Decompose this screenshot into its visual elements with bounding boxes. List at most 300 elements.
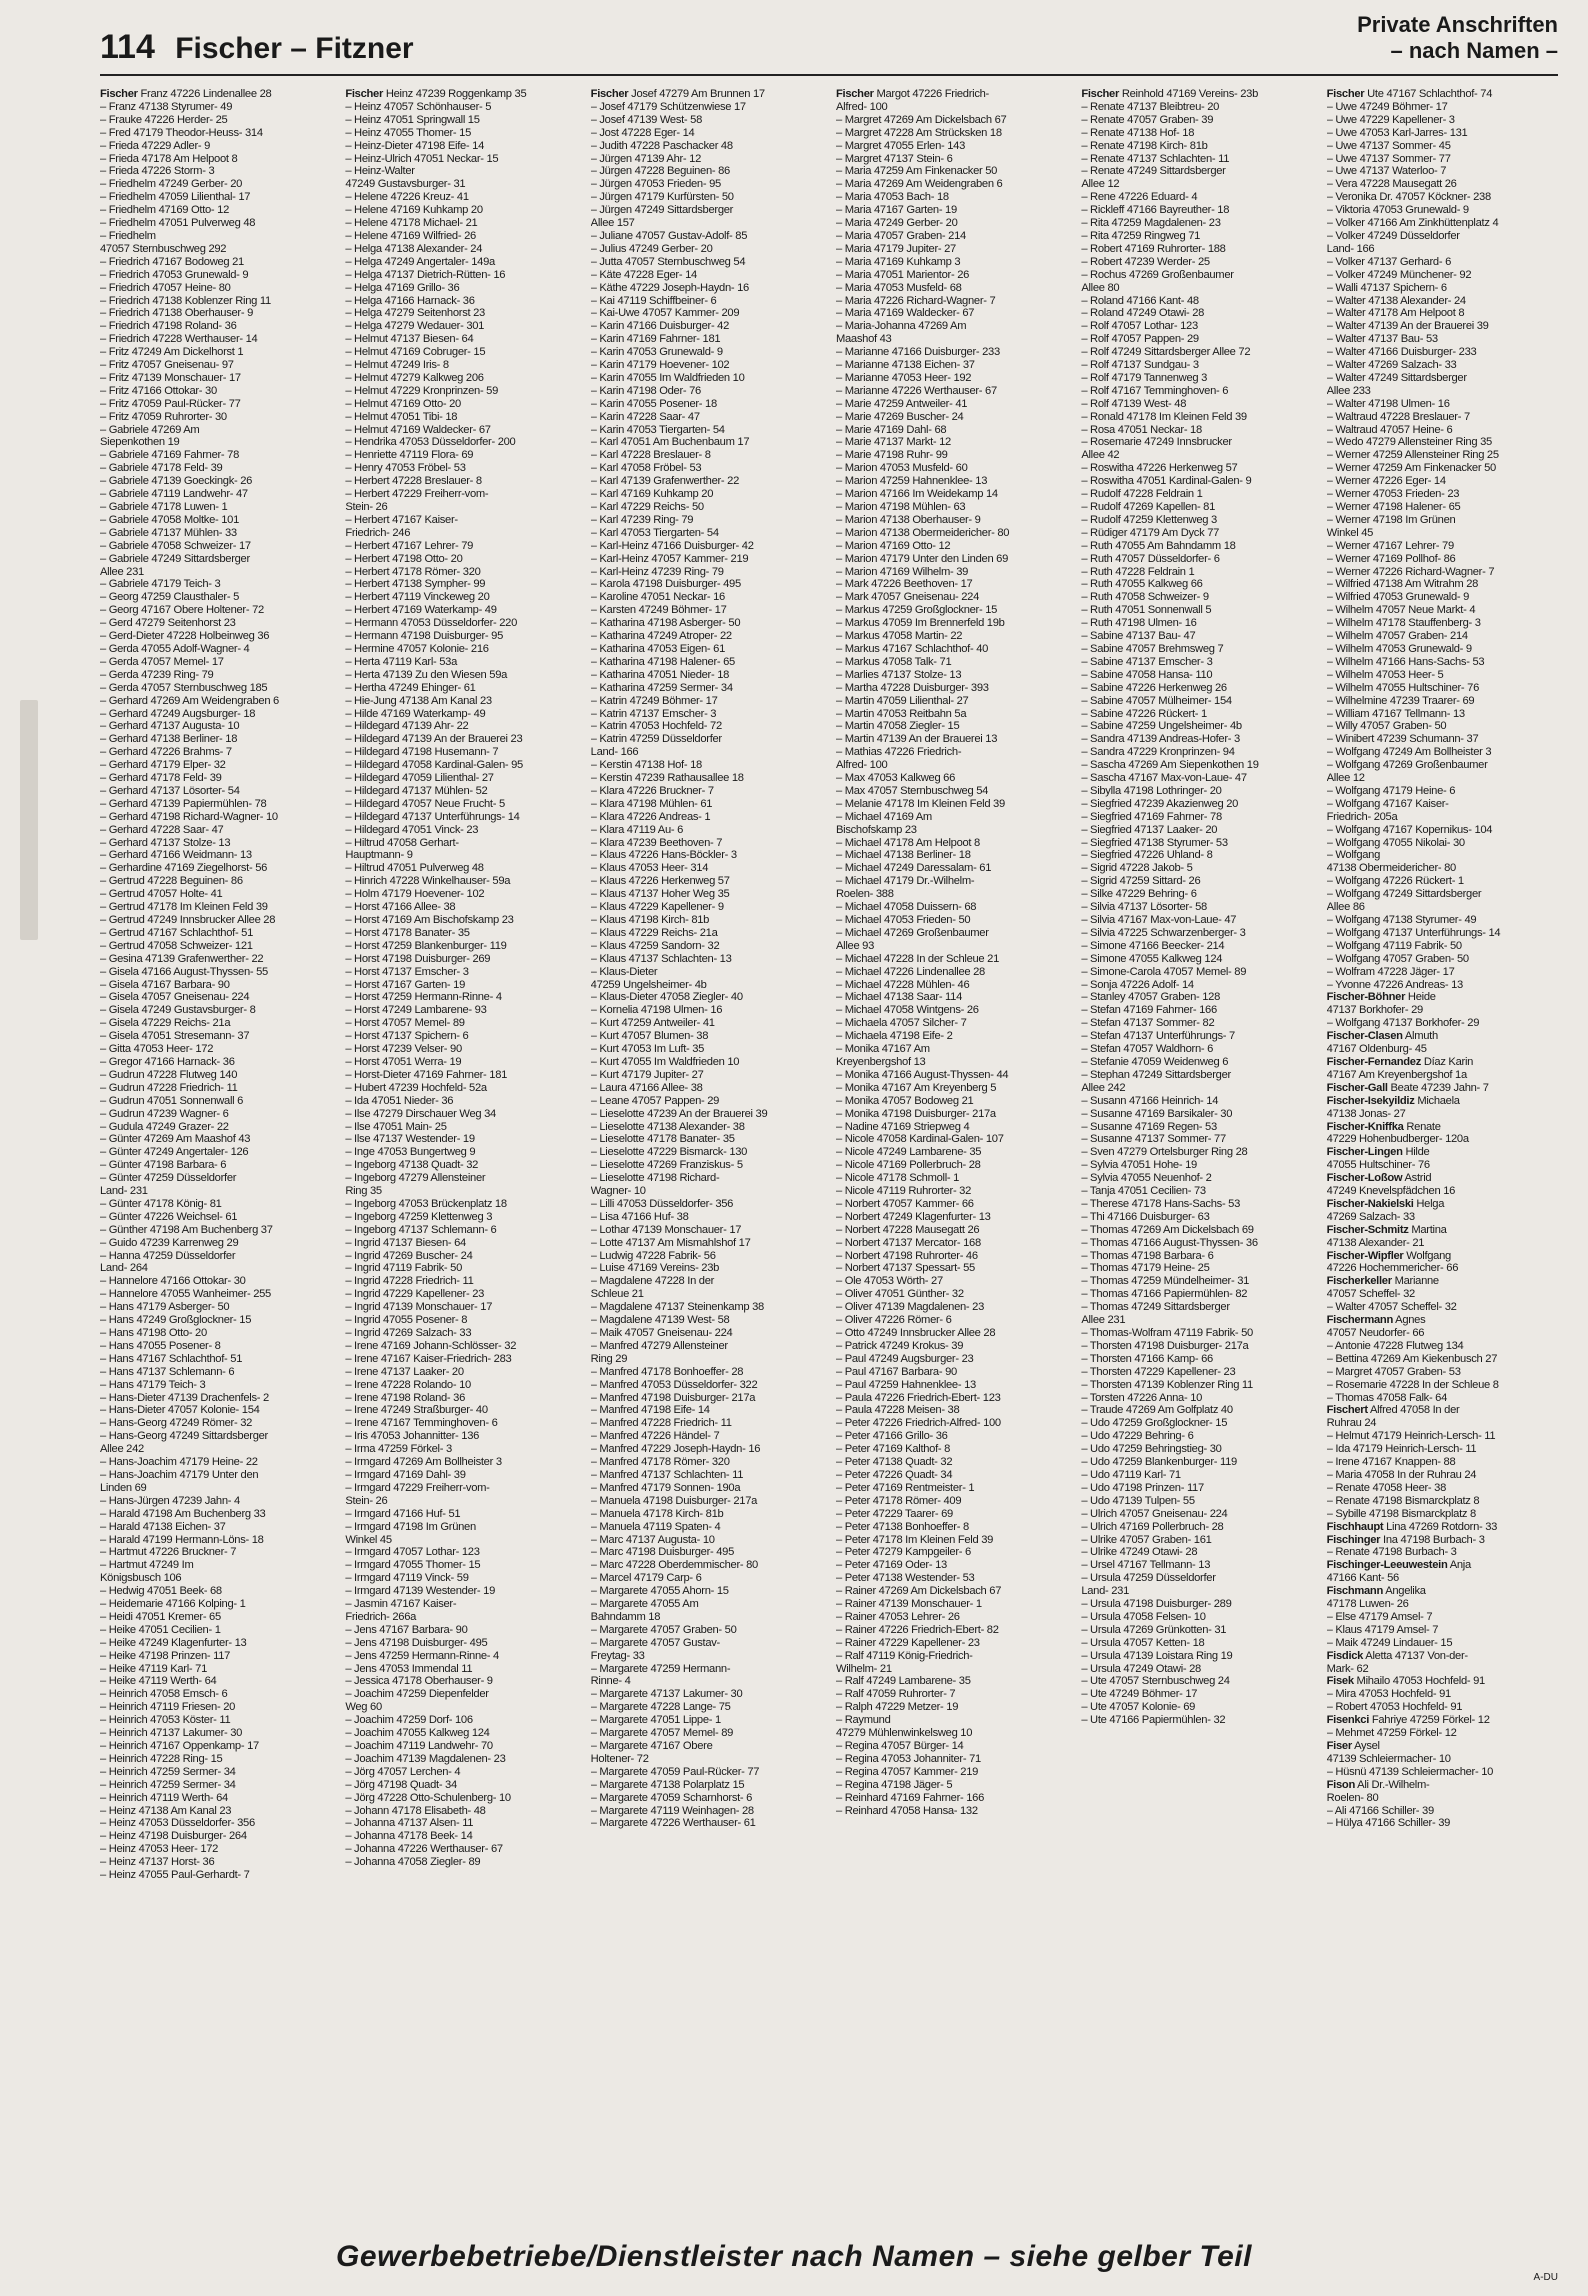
directory-entry: – Werner 47259 Allensteiner Ring 25 [1326, 449, 1499, 462]
directory-entry: – Rolf 47139 West- 48 [1081, 397, 1187, 410]
directory-entry: – Thorsten 47229 Kapellener- 23 [1081, 1365, 1236, 1378]
directory-entry: – Martin 47139 An der Brauerei 13 [835, 733, 998, 746]
directory-entry: – Heinz 47053 Düsseldorfer- 356 [100, 1817, 255, 1830]
directory-entry: – Gudrun 47051 Sonnenwall 6 [100, 1094, 244, 1107]
directory-entry: – Oliver 47051 Günther- 32 [835, 1288, 964, 1301]
directory-entry: – Silvia 47137 Lösorter- 58 [1081, 901, 1207, 914]
directory-entry: – Heinz-Dieter 47198 Eife- 14 [345, 139, 485, 152]
directory-entry: Fischer-Nakielski Helga [1326, 1197, 1445, 1210]
directory-entry: – Wolfgang 47137 Unterführungs- 14 [1326, 926, 1501, 939]
directory-entry: 47057 Sternbuschweg 292 [100, 242, 227, 255]
directory-entry: – Katharina 47198 Halener- 65 [590, 655, 735, 668]
directory-entry: Ring 35 [345, 1185, 382, 1198]
directory-entry: Fischermann Agnes [1326, 1314, 1426, 1327]
directory-entry: – Heike 47198 Prinzen- 117 [100, 1649, 231, 1662]
directory-entry: – Helga 47166 Harnack- 36 [345, 294, 475, 307]
directory-entry: – Margarete 47051 Lippe- 1 [590, 1714, 721, 1727]
directory-entry: – Wolfgang 47138 Styrumer- 49 [1326, 914, 1477, 926]
directory-entry: Ruhrau 24 [1326, 1417, 1377, 1430]
directory-entry: – Peter 47178 Im Kleinen Feld 39 [835, 1533, 994, 1546]
directory-entry: – Rainer 47139 Monschauer- 1 [835, 1598, 982, 1611]
directory-entry: – Frauke 47226 Herder- 25 [100, 113, 228, 126]
directory-entry: – Gerhardine 47169 Ziegelhorst- 56 [100, 862, 268, 875]
directory-entry: – Friedrich 47167 Bodoweg 21 [100, 255, 244, 268]
directory-entry: – Ursula 47269 Grünkotten- 31 [1081, 1623, 1227, 1636]
directory-entry: – Gerda 47057 Sternbuschweg 185 [100, 681, 268, 694]
directory-entry: 47137 Borkhofer- 29 [1326, 1004, 1423, 1017]
directory-entry: – Manfred 47279 Allensteiner [590, 1339, 728, 1352]
directory-entry: – Uwe 47229 Kapellener- 3 [1326, 113, 1455, 126]
directory-entry: – Horst 47167 Garten- 19 [345, 978, 465, 991]
directory-entry: – Michael 47249 Daressalam- 61 [835, 862, 992, 875]
directory-entry: – Gesina 47139 Grafenwerther- 22 [100, 952, 264, 965]
directory-entry: Fischer-Loßow Astrid [1326, 1172, 1432, 1185]
directory-entry: – Klaus 47229 Kapellener- 9 [590, 901, 724, 914]
directory-entry: – Gertrud 47178 Im Kleinen Feld 39 [100, 901, 268, 914]
directory-entry: – Herbert 47138 Sympher- 99 [345, 578, 486, 591]
directory-entry: – Waltraud 47057 Heine- 6 [1326, 423, 1453, 436]
directory-entry: – Friedhelm 47249 Gerber- 20 [100, 178, 243, 191]
directory-entry: – Margarete 47055 Am [590, 1598, 699, 1611]
directory-entry: – Reinhard 47169 Fahrner- 166 [835, 1791, 985, 1804]
directory-entry: – Marion 47198 Mühlen- 63 [835, 501, 966, 513]
directory-entry: – Irene 47198 Roland- 36 [345, 1391, 466, 1404]
directory-entry: – Renate 47137 Bleibtreu- 20 [1081, 100, 1220, 113]
directory-entry: – Ursula 47058 Felsen- 10 [1081, 1610, 1206, 1623]
directory-entry: – Jürgen 47179 Kurfürsten- 50 [590, 191, 734, 204]
directory-entry: – Maria 47169 Waldecker- 67 [835, 307, 975, 320]
directory-entry: – Nicole 47058 Kardinal-Galen- 107 [835, 1133, 1004, 1146]
directory-entry: – Fred 47179 Theodor-Heuss- 314 [100, 126, 263, 139]
directory-entry: – Käthe 47229 Joseph-Haydn- 16 [590, 281, 749, 294]
directory-entry: Mark- 62 [1326, 1662, 1369, 1675]
directory-entry: 47055 Hultschiner- 76 [1326, 1159, 1430, 1172]
directory-entry: – Volker 47249 Münchener- 92 [1326, 268, 1472, 281]
directory-entry: – Herbert 47167 Lehrer- 79 [345, 539, 474, 552]
directory-entry: – Günther 47198 Am Buchenberg 37 [100, 1223, 273, 1236]
directory-entry: Land- 264 [100, 1262, 148, 1275]
directory-entry: – Wolfgang [1326, 849, 1381, 862]
directory-entry: – Werner 47198 Im Grünen [1326, 513, 1456, 526]
directory-entry: – Marion 47053 Musfeld- 60 [835, 462, 968, 475]
directory-entry: – Manfred 47226 Händel- 7 [590, 1430, 720, 1443]
directory-entry: – Thomas 47166 Papiermühlen- 82 [1081, 1288, 1248, 1301]
directory-entry: – Lilli 47053 Düsseldorfer- 356 [590, 1197, 734, 1210]
directory-entry: – Jürgen 47228 Beguinen- 86 [590, 165, 730, 178]
directory-entry: – Hildegard 47139 Ahr- 22 [345, 720, 469, 733]
directory-entry: – Regina 47057 Bürger- 14 [835, 1740, 964, 1752]
directory-entry: – Franz 47138 Styrumer- 49 [100, 100, 233, 113]
directory-entry: – Gregor 47166 Harnack- 36 [100, 1055, 235, 1068]
directory-entry: – Marie 47137 Markt- 12 [835, 436, 951, 449]
directory-entry: – Karoline 47051 Neckar- 16 [590, 591, 725, 604]
directory-entry: – Gerd 47279 Seitenhorst 23 [100, 617, 236, 630]
directory-entry: – Heinrich 47053 Köster- 11 [100, 1714, 231, 1727]
directory-entry: – Susanne 47169 Barsikaler- 30 [1081, 1107, 1233, 1120]
directory-entry: 47057 Neudorfer- 66 [1326, 1327, 1425, 1339]
directory-entry: – Katharina 47249 Atroper- 22 [590, 630, 732, 643]
directory-entry: – Horst 47178 Banater- 35 [345, 926, 470, 939]
directory-entry: – Katharina 47051 Nieder- 18 [590, 668, 730, 681]
directory-entry: – Peter 47169 Kalthof- 8 [835, 1443, 951, 1456]
directory-entry: – Gerhard 47269 Am Weidengraben 6 [100, 694, 279, 707]
directory-entry: – Hildegard 47137 Unterführungs- 14 [345, 810, 520, 823]
directory-entry: – Thomas 47269 Am Dickelsbach 69 [1081, 1223, 1254, 1236]
directory-entry: – Günter 47226 Weichsel- 61 [100, 1210, 238, 1223]
directory-entry: Fischer Margot 47226 Friedrich- [835, 88, 989, 100]
directory-entry: 47279 Mühlenwinkelsweg 10 [835, 1727, 973, 1740]
directory-entry: – Kurt 47259 Antweiler- 41 [590, 1017, 715, 1030]
directory-entry: – Gerhard 47137 Augusta- 10 [100, 720, 240, 733]
directory-entry: – Uwe 47137 Waterloo- 7 [1326, 165, 1447, 178]
directory-entry: Kreyenbergshof 13 [835, 1055, 926, 1068]
directory-entry: – Johanna 47137 Alsen- 11 [345, 1817, 474, 1830]
directory-entry: – Thorsten 47198 Duisburger- 217a [1081, 1339, 1249, 1352]
directory-entry: – Maria 47058 In der Ruhrau 24 [1326, 1468, 1477, 1481]
directory-entry: – Kurt 47179 Jupiter- 27 [590, 1068, 704, 1081]
directory-entry: – Jürgen 47249 Sittardsberger [590, 204, 734, 217]
directory-entry: – Jürgen 47053 Frieden- 95 [590, 178, 721, 191]
directory-entry: – Ingrid 47119 Fabrik- 50 [345, 1262, 462, 1275]
directory-entry: – Friedrich 47138 Koblenzer Ring 11 [100, 294, 271, 307]
directory-entry: – Thorsten 47139 Koblenzer Ring 11 [1081, 1378, 1253, 1391]
directory-entry: – Josef 47139 West- 58 [590, 113, 703, 126]
directory-entry: – Thomas 47166 August-Thyssen- 36 [1081, 1236, 1258, 1249]
directory-entry: – Günter 47178 König- 81 [100, 1197, 222, 1210]
directory-entry: – Klaus 47198 Kirch- 81b [590, 914, 710, 926]
directory-entry: – Günter 47249 Angertaler- 126 [100, 1146, 249, 1159]
directory-entry: – Norbert 47228 Mausegatt 26 [835, 1223, 980, 1236]
directory-columns [100, 88, 1564, 2228]
directory-entry: – Marlies 47137 Stolze- 13 [835, 668, 962, 681]
directory-entry: – Harald 47199 Hermann-Löns- 18 [100, 1533, 264, 1546]
directory-entry: – Mathias 47226 Friedrich- [835, 746, 962, 759]
directory-entry: – Ralf 47249 Lambarene- 35 [835, 1675, 971, 1688]
directory-entry: – Stephan 47249 Sittardsberger [1081, 1068, 1231, 1081]
directory-entry: – Gerd-Dieter 47228 Holbeinweg 36 [100, 630, 270, 643]
directory-entry: Fisdick Aletta 47137 Von-der- [1326, 1649, 1468, 1662]
directory-entry: – Thorsten 47166 Kamp- 66 [1081, 1352, 1213, 1365]
directory-entry: – Ute 47166 Papiermühlen- 32 [1081, 1714, 1226, 1727]
directory-entry: – Rainer 47229 Kapellener- 23 [835, 1636, 980, 1649]
directory-entry: – Michael 47178 Am Helpoot 8 [835, 836, 980, 849]
directory-entry: – Peter 47138 Westender- 53 [835, 1572, 975, 1585]
directory-entry: – Manuela 47198 Duisburger- 217a [590, 1494, 758, 1507]
directory-entry: – Ingrid 47139 Monschauer- 17 [345, 1301, 493, 1314]
directory-entry: – Wilhelm 47057 Neue Markt- 4 [1326, 604, 1476, 617]
directory-entry: – Markus 47058 Talk- 71 [835, 655, 952, 668]
directory-entry: – Maria 47179 Jupiter- 27 [835, 242, 956, 255]
directory-entry: – Helmut 47179 Heinrich-Lersch- 11 [1326, 1430, 1496, 1443]
directory-entry: – Rolf 47057 Pappen- 29 [1081, 333, 1199, 346]
directory-entry: – Heinz-Walter [345, 165, 415, 178]
directory-entry: – Torsten 47226 Anna- 10 [1081, 1391, 1203, 1404]
directory-entry: – Ida 47179 Heinrich-Lersch- 11 [1326, 1443, 1477, 1456]
directory-entry: – Peter 47226 Quadt- 34 [835, 1468, 953, 1481]
directory-entry: Roelen- 80 [1326, 1791, 1379, 1804]
directory-entry: – Friedrich 47053 Grunewald- 9 [100, 268, 249, 281]
directory-entry: – Ingeborg 47138 Quadt- 32 [345, 1159, 479, 1172]
directory-entry: – Maria 47053 Musfeld- 68 [835, 281, 962, 294]
directory-entry: – Joachim 47259 Diepenfelder [345, 1688, 489, 1701]
directory-entry: – Heidemarie 47166 Kolping- 1 [100, 1598, 246, 1611]
directory-entry: Stein- 26 [345, 1494, 388, 1507]
directory-entry: – Paula 47226 Friedrich-Ebert- 123 [835, 1391, 1001, 1404]
directory-entry: – Klaus-Dieter [590, 965, 658, 978]
directory-entry: – Heinz 47198 Duisburger- 264 [100, 1830, 247, 1843]
directory-entry: – Helga 47138 Alexander- 24 [345, 242, 483, 255]
directory-entry: – Jens 47167 Barbara- 90 [345, 1623, 468, 1636]
directory-entry: – Irene 47167 Knappen- 88 [1326, 1456, 1456, 1469]
directory-entry: – Nicole 47119 Ruhrorter- 32 [835, 1185, 972, 1198]
directory-entry: – Magdalene 47139 West- 58 [590, 1314, 730, 1327]
directory-entry: – Heinrich 47259 Sermer- 34 [100, 1765, 236, 1778]
directory-entry: – Gisela 47229 Reichs- 21a [100, 1017, 231, 1030]
directory-entry: – Rita 47259 Magdalenen- 23 [1081, 217, 1221, 230]
directory-entry: – Heinz 47138 Am Kanal 23 [100, 1804, 232, 1817]
directory-entry: – Gitta 47053 Heer- 172 [100, 1043, 214, 1056]
directory-entry: – Helga 47249 Angertaler- 149a [345, 255, 495, 268]
directory-entry: – Karin 47166 Duisburger- 42 [590, 320, 730, 333]
directory-entry: – Lieselotte 47239 An der Brauerei 39 [590, 1107, 768, 1120]
directory-entry: – Herbert 47167 Kaiser- [345, 513, 458, 526]
directory-entry: – Hartmut 47249 Im [100, 1559, 194, 1572]
directory-entry: – Norbert 47137 Spessart- 55 [835, 1262, 975, 1275]
directory-entry: – Gertrud 47057 Holte- 41 [100, 888, 223, 901]
directory-entry: – Udo 47119 Karl- 71 [1081, 1468, 1181, 1481]
directory-entry: – Margret 47137 Stein- 6 [835, 152, 953, 165]
directory-entry: – Udo 47139 Tulpen- 55 [1081, 1494, 1195, 1507]
directory-entry: Fischmann Angelika [1326, 1585, 1426, 1598]
directory-entry: – Maria 47051 Marientor- 26 [835, 268, 970, 281]
directory-entry: – Karin 47055 Im Waldfrieden 10 [590, 371, 745, 384]
directory-entry: – Ursula 47057 Ketten- 18 [1081, 1636, 1205, 1649]
directory-entry: – Heinrich 47137 Lakumer- 30 [100, 1727, 243, 1740]
directory-entry: – Ingeborg 47259 Klettenweg 3 [345, 1210, 493, 1223]
directory-entry: – Manfred 47229 Joseph-Haydn- 16 [590, 1443, 761, 1456]
directory-entry: – Harald 47138 Eichen- 37 [100, 1520, 226, 1533]
directory-entry: – Viktoria 47053 Grunewald- 9 [1326, 204, 1469, 217]
directory-entry: – Rochus 47269 Großenbaumer [1081, 268, 1234, 281]
directory-entry: – Helga 47137 Dietrich-Rütten- 16 [345, 268, 506, 281]
directory-entry: – Gabriele 47137 Mühlen- 33 [100, 526, 237, 539]
directory-entry: – Gerhard 47198 Richard-Wagner- 10 [100, 810, 278, 823]
directory-entry: Fischer Josef 47279 Am Brunnen 17 [590, 88, 765, 100]
directory-entry: – Silvia 47225 Schwarzenberger- 3 [1081, 926, 1246, 939]
directory-entry: – Robert 47169 Ruhrorter- 188 [1081, 242, 1226, 255]
directory-entry: – Klara 47226 Andreas- 1 [590, 810, 711, 823]
directory-entry: Allee 233 [1326, 384, 1371, 397]
directory-entry: – Wedo 47279 Allensteiner Ring 35 [1326, 436, 1492, 449]
directory-entry: – Marion 47138 Obermeidericher- 80 [835, 526, 1010, 539]
directory-entry: – Heidi 47051 Kremer- 65 [100, 1610, 221, 1623]
directory-entry: – Simone 47166 Beecker- 214 [1081, 939, 1225, 952]
directory-entry: – Regina 47057 Kammer- 219 [835, 1765, 979, 1778]
directory-entry: Ring 29 [590, 1352, 628, 1365]
directory-entry: – Gabriele 47169 Fahrner- 78 [100, 449, 239, 462]
directory-entry: – Thomas 47198 Barbara- 6 [1081, 1249, 1214, 1262]
directory-entry: – Karin 47053 Tiergarten- 54 [590, 423, 725, 436]
directory-entry: – Stefan 47057 Waldhorn- 6 [1081, 1043, 1214, 1056]
page-header [100, 28, 414, 67]
directory-entry: – Joachim 47119 Landwehr- 70 [345, 1740, 493, 1752]
directory-entry: – Johanna 47226 Werthauser- 67 [345, 1843, 503, 1856]
directory-entry: – Werner 47259 Am Finkenacker 50 [1326, 462, 1496, 475]
directory-entry: – Wolfgang 47249 Sittardsberger [1326, 888, 1482, 901]
directory-entry: – Gerhard 47179 Elper- 32 [100, 759, 226, 772]
directory-entry: Fischer-Clasen Almuth [1326, 1030, 1438, 1043]
directory-entry: Allee 93 [835, 939, 875, 952]
directory-entry: – Margarete 47057 Gustav- [590, 1636, 720, 1649]
directory-entry: – Klaus-Dieter 47058 Ziegler- 40 [590, 991, 743, 1004]
directory-entry: – Volker 47137 Gerhard- 6 [1326, 255, 1451, 268]
directory-entry: – Heinz 47057 Schönhauser- 5 [345, 100, 492, 113]
directory-entry: – Gudrun 47239 Wagner- 6 [100, 1107, 229, 1120]
directory-entry: – Horst 47137 Emscher- 3 [345, 965, 469, 978]
directory-entry: – Margarete 47057 Memel- 89 [590, 1727, 734, 1740]
directory-entry: – Melanie 47178 Im Kleinen Feld 39 [835, 797, 1005, 810]
directory-entry: – Wolfgang 47269 Großenbaumer [1326, 759, 1488, 772]
directory-entry: – Helga 47169 Grillo- 36 [345, 281, 460, 294]
directory-entry: – Wolfgang 47226 Rückert- 1 [1326, 875, 1464, 888]
directory-entry: – Hildegard 47137 Mühlen- 52 [345, 784, 488, 797]
directory-entry: – Wilhelm 47057 Graben- 214 [1326, 630, 1468, 643]
directory-entry: – Manfred 47053 Düsseldorfer- 322 [590, 1378, 758, 1391]
directory-entry: – Rene 47226 Eduard- 4 [1081, 191, 1198, 204]
directory-entry: – Klaus 47229 Reichs- 21a [590, 926, 718, 939]
directory-entry: – Norbert 47249 Klagenfurter- 13 [835, 1210, 991, 1223]
column-5 [1081, 88, 1318, 2228]
directory-entry: – Wolfgang 47249 Am Bollheister 3 [1326, 746, 1492, 759]
directory-entry: – Nicole 47169 Pollerbruch- 28 [835, 1159, 981, 1172]
directory-entry: Land- 231 [1081, 1585, 1130, 1598]
directory-entry: – Margarete 47137 Lakumer- 30 [590, 1688, 743, 1701]
directory-entry: – Horst 47198 Duisburger- 269 [345, 952, 491, 965]
directory-entry: – Hans 47167 Schlachthof- 51 [100, 1352, 243, 1365]
directory-entry: – Thomas 47249 Sittardsberger [1081, 1301, 1230, 1314]
directory-entry: – Maria 47249 Gerber- 20 [835, 217, 958, 230]
directory-entry: – Stanley 47057 Graben- 128 [1081, 991, 1220, 1004]
directory-entry: – Rolf 47057 Lothar- 123 [1081, 320, 1198, 333]
directory-entry: – Friedrich 47138 Oberhauser- 9 [100, 307, 254, 320]
directory-entry: – Gudrun 47228 Flutweg 140 [100, 1068, 238, 1081]
directory-entry: – Maria 47167 Garten- 19 [835, 204, 957, 217]
directory-entry: – Ute 47057 Sternbuschweg 24 [1081, 1675, 1230, 1688]
directory-entry: – Magdalene 47228 In der [590, 1275, 715, 1288]
directory-entry: – Günter 47259 Düsseldorfer [100, 1172, 237, 1185]
directory-entry: – Helmut 47229 Kronprinzen- 59 [345, 384, 499, 397]
directory-entry: – Kurt 47053 Im Luft- 35 [590, 1043, 705, 1056]
directory-entry: – Herta 47139 Zu den Wiesen 59a [345, 668, 508, 681]
directory-entry: – Helga 47279 Wedauer- 301 [345, 320, 485, 333]
directory-entry: – Margarete 47057 Graben- 50 [590, 1623, 737, 1636]
directory-entry: – Horst 47249 Lambarene- 93 [345, 1004, 487, 1017]
directory-entry: Fisenkci Fahriye 47259 Förkel- 12 [1326, 1714, 1490, 1727]
directory-entry: Fischer-Schmitz Martina [1326, 1223, 1447, 1236]
directory-entry: – Therese 47178 Hans-Sachs- 53 [1081, 1197, 1241, 1210]
directory-entry: – Maik 47057 Gneisenau- 224 [590, 1327, 733, 1339]
section-title-line2: – nach Namen – [1390, 38, 1558, 63]
directory-entry: – Ralph 47229 Metzer- 19 [835, 1701, 959, 1714]
directory-entry: – Friedhelm 47169 Otto- 12 [100, 204, 230, 217]
directory-entry: – Irene 47249 Straßburger- 40 [345, 1404, 488, 1417]
directory-entry: – Irmgard 47139 Westender- 19 [345, 1585, 496, 1598]
directory-entry: – Hermann 47198 Duisburger- 95 [345, 630, 503, 643]
directory-entry: – Wilhelm 47055 Hultschiner- 76 [1326, 681, 1480, 694]
directory-entry: – Gabriele 47179 Teich- 3 [100, 578, 221, 591]
directory-entry: – Friedrich 47228 Werthauser- 14 [100, 333, 258, 346]
directory-entry: – Maik 47249 Lindauer- 15 [1326, 1636, 1453, 1649]
directory-entry: – Fritz 47249 Am Dickelhorst 1 [100, 346, 244, 359]
directory-entry: – Sascha 47269 Am Siepenkothen 19 [1081, 759, 1259, 772]
directory-entry: – Hie-Jung 47138 Am Kanal 23 [345, 694, 492, 707]
directory-entry: – Stefan 47169 Fahrner- 166 [1081, 1004, 1217, 1017]
directory-entry: – Willy 47057 Graben- 50 [1326, 720, 1447, 733]
directory-entry: – Ilse 47051 Main- 25 [345, 1120, 447, 1133]
directory-entry: – Manuela 47178 Kirch- 81b [590, 1507, 724, 1520]
directory-entry: – Horst 47259 Hermann-Rinne- 4 [345, 991, 502, 1004]
directory-entry: – Vera 47228 Mausegatt 26 [1326, 178, 1457, 191]
directory-entry: – Gudrun 47228 Friedrich- 11 [100, 1081, 238, 1094]
directory-entry: – Walter 47057 Scheffel- 32 [1326, 1301, 1457, 1314]
directory-entry: – Reinhard 47058 Hansa- 132 [835, 1804, 978, 1817]
directory-entry: Allee 42 [1081, 449, 1120, 462]
directory-entry: – Hans 47179 Teich- 3 [100, 1378, 206, 1391]
directory-entry: – Horst 47169 Am Bischofskamp 23 [345, 914, 514, 926]
directory-entry: – Rainer 47269 Am Dickelsbach 67 [835, 1585, 1002, 1598]
directory-entry: – Norbert 47057 Kammer- 66 [835, 1197, 974, 1210]
directory-entry: – Marie 47269 Buscher- 24 [835, 410, 964, 423]
directory-entry: – Ralf 47059 Ruhrorter- 7 [835, 1688, 956, 1701]
directory-entry: – Siegfried 47138 Styrumer- 53 [1081, 836, 1228, 849]
directory-entry: – Horst-Dieter 47169 Fahrner- 181 [345, 1068, 508, 1081]
directory-entry: – Frieda 47178 Am Helpoot 8 [100, 152, 238, 165]
directory-entry: 47249 Gustavsburger- 31 [345, 178, 466, 191]
directory-entry: – Wolfgang 47119 Fabrik- 50 [1326, 939, 1462, 952]
directory-entry: Fischhaupt Lina 47269 Rotdorn- 33 [1326, 1520, 1498, 1533]
directory-entry: – Jens 47198 Duisburger- 495 [345, 1636, 488, 1649]
directory-entry: – Sabine 47057 Mülheimer- 154 [1081, 694, 1232, 707]
directory-entry: – Marion 47179 Unter den Linden 69 [835, 552, 1009, 565]
directory-entry: – Kai 47119 Schiffbeiner- 6 [590, 294, 717, 307]
directory-entry: – Sylvia 47051 Hohe- 19 [1081, 1159, 1197, 1172]
directory-entry: Allee 242 [1081, 1081, 1126, 1094]
directory-entry: – Ingrid 47228 Friedrich- 11 [345, 1275, 474, 1288]
directory-entry: – Ute 47249 Böhmer- 17 [1081, 1688, 1198, 1701]
directory-entry: – Margarete 47226 Werthauser- 61 [590, 1817, 756, 1830]
directory-entry: – Wilhelm 47053 Grunewald- 9 [1326, 642, 1472, 655]
column-3 [591, 88, 828, 2228]
directory-entry: – Veronika Dr. 47057 Köckner- 238 [1326, 191, 1491, 204]
directory-entry: – Gisela 47051 Stresemann- 37 [100, 1030, 250, 1043]
directory-entry: – Wolfgang 47179 Heine- 6 [1326, 784, 1456, 797]
directory-entry: Friedrich- 246 [345, 526, 411, 539]
directory-entry: – Monika 47166 August-Thyssen- 44 [835, 1068, 1009, 1081]
directory-entry: – Siegfried 47169 Fahrner- 78 [1081, 810, 1222, 823]
directory-entry: – Irmgard 47229 Freiherr-vom- [345, 1481, 490, 1494]
directory-entry: – Mark 47226 Beethoven- 17 [835, 578, 973, 591]
directory-entry: – Michael 47228 In der Schleue 21 [835, 952, 999, 965]
directory-entry: – Rolf 47137 Sundgau- 3 [1081, 359, 1199, 372]
directory-entry: – Hiltrud 47058 Gerhart- [345, 836, 459, 849]
directory-entry: 47226 Hochemmericher- 66 [1326, 1262, 1459, 1275]
directory-entry: – Ilse 47279 Dirschauer Weg 34 [345, 1107, 496, 1120]
directory-entry: – Marion 47259 Hahnenklee- 13 [835, 475, 988, 488]
directory-entry: 47138 Jonas- 27 [1326, 1107, 1406, 1120]
directory-entry: – Lotte 47137 Am Mismahlshof 17 [590, 1236, 751, 1249]
directory-entry: Fischer-Böhner Heide [1326, 991, 1436, 1004]
directory-entry: – Gisela 47166 August-Thyssen- 55 [100, 965, 268, 978]
